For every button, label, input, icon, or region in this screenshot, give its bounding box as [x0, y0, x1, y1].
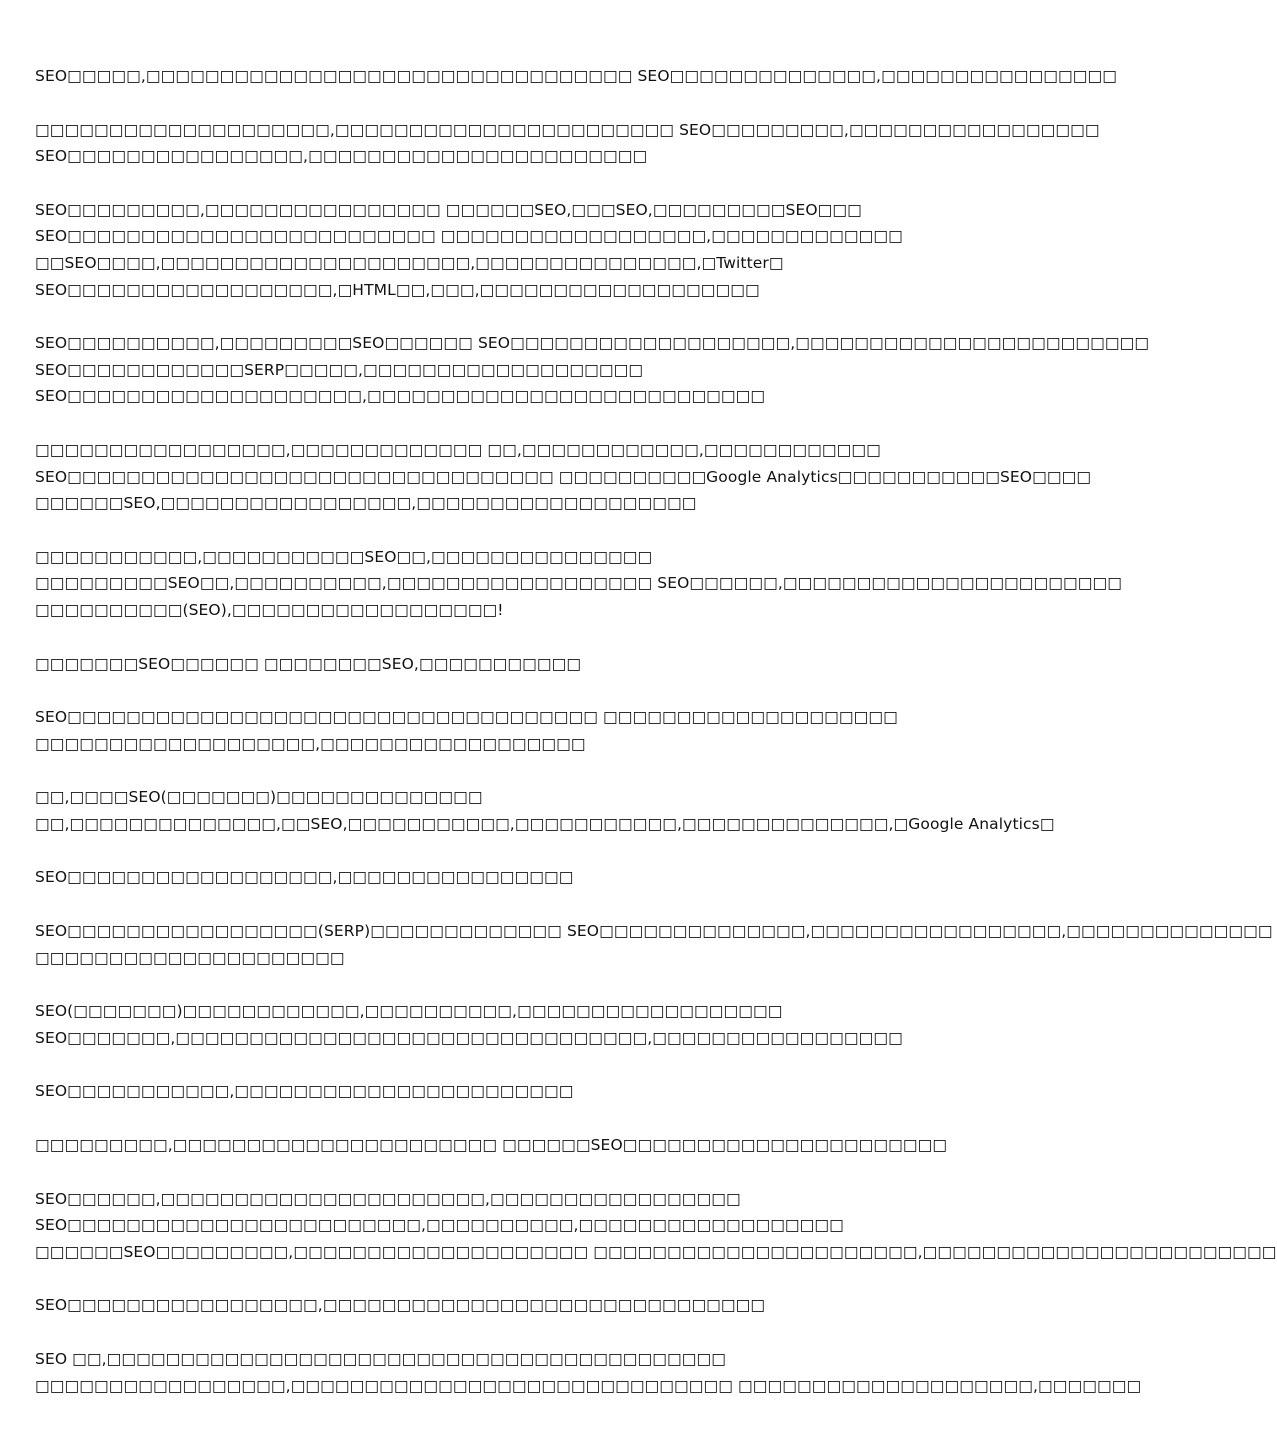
paragraph-6	[35, 544, 1123, 624]
paragraph-line: SEO□□□□□□□□□□□□□□□□□□,□□□□□□□□□□□□□□□□	[35, 868, 574, 887]
paragraph-line: □□,□□□□□□□□□□□□□□,□□SEO,□□□□□□□□□□□,□□□□□□□□□□□,□□□□□□□□□□□□□□,□Google Analytics□	[35, 814, 1055, 833]
paragraph-line: □□□□□□□□□□(SEO),□□□□□□□□□□□□□□□□□□!	[35, 600, 504, 619]
paragraph-16	[35, 1292, 995, 1319]
paragraph-line: □□□□□□SEO□□□□□□□□□,□□□□□□□□□□□□□□□□□□□□ □□□□□□□□□□□□□□□□□□□□□□,□□□□□□□□□□□□□□□□□□□□□□□□	[35, 1242, 1277, 1261]
paragraph-13	[35, 1078, 995, 1105]
paragraph-line: SEO□□□□□□□□□□□□□□□□,□□□□□□□□□□□□□□□□□□□□□□□	[35, 147, 648, 166]
paragraph-9	[35, 784, 1055, 837]
paragraph-line: SEO□□□□□□□□□□□□□□□□□(SERP)□□□□□□□□□□□□□ SEO□□□□□□□□□□□□□□,□□□□□□□□□□□□□□□□□,□□□□□□□□□□□□□□	[35, 922, 1273, 941]
paragraph-line: □□□□□□SEO,□□□□□□□□□□□□□□□□□,□□□□□□□□□□□□□□□□□□□	[35, 494, 697, 513]
paragraph-line: □□□□□□□□□□□□□□□□□□□□,□□□□□□□□□□□□□□□□□□□□□□□ SEO□□□□□□□□□,□□□□□□□□□□□□□□□□□	[35, 120, 1100, 139]
paragraph-line: □□□□□□□□□□□□□□□□□,□□□□□□□□□□□□□ □□,□□□□□□□□□□□□,□□□□□□□□□□□□	[35, 440, 881, 459]
paragraph-line: SEO□□□□□□□□□,□□□□□□□□□□□□□□□□ □□□□□□SEO,□□□SEO,□□□□□□□□□SEO□□□	[35, 200, 862, 219]
paragraph-12	[35, 998, 995, 1051]
paragraph-line: SEO□□□□□,□□□□□□□□□□□□□□□□□□□□□□□□□□□□□□□□□ SEO□□□□□□□□□□□□□□,□□□□□□□□□□□□□□□□	[35, 67, 1117, 85]
paragraph-line: SEO□□□□□□,□□□□□□□□□□□□□□□□□□□□□□,□□□□□□□□□□□□□□□□□	[35, 1189, 741, 1208]
paragraph-line: SEO□□□□□□□,□□□□□□□□□□□□□□□□□□□□□□□□□□□□□□□□,□□□□□□□□□□□□□□□□□	[35, 1028, 903, 1047]
paragraph-11	[35, 918, 1273, 971]
paragraph-line: □□□□□□□□□□□□□□□□□□□,□□□□□□□□□□□□□□□□□□	[35, 734, 586, 753]
paragraph-14	[35, 1132, 995, 1159]
paragraph-line: □□□□□□□□□□□□□□□□□□□□□	[35, 948, 345, 967]
paragraph-4	[35, 330, 1150, 410]
paragraph-line: SEO□□□□□□□□□□□□□□□□□□□□□□□□□ □□□□□□□□□□□□□□□□□□,□□□□□□□□□□□□□	[35, 227, 903, 246]
paragraph-2	[35, 117, 1100, 170]
paragraph-17	[35, 1346, 1142, 1399]
paragraph-line: □□SEO□□□□,□□□□□□□□□□□□□□□□□□□□□,□□□□□□□□□□□□□□□,□Twitter□	[35, 253, 784, 272]
paragraph-3	[35, 197, 995, 303]
paragraph-line: SEO□□□□□□□□□□□□□□□□□□□□,□□□□□□□□□□□□□□□□□□□□□□□□□□□	[35, 387, 766, 406]
paragraph-10	[35, 864, 995, 891]
paragraph-line: □□□□□□□SEO□□□□□□ □□□□□□□□SEO,□□□□□□□□□□□	[35, 654, 582, 673]
paragraph-line: SEO□□□□□□□□□□□□□□□□□□□□□□□□□□□□□□□□□ □□□□□□□□□□Google Analytics□□□□□□□□□□□SEO□□□□	[35, 467, 1092, 486]
paragraph-7	[35, 651, 995, 678]
paragraph-line: SEO□□□□□□□□□□□□□□□□□□,□HTML□□,□□□,□□□□□□□□□□□□□□□□□□□	[35, 280, 760, 299]
paragraph-line: SEO □□,□□□□□□□□□□□□□□□□□□□□□□□□□□□□□□□□□□□□□□□□□□	[35, 1350, 726, 1368]
paragraph-line: □□□□□□□□□□□□□□□□□,□□□□□□□□□□□□□□□□□□□□□□□□□□□□□□ □□□□□□□□□□□□□□□□□□□□,□□□□□□□	[35, 1376, 1142, 1395]
paragraph-1	[35, 63, 1117, 90]
paragraph-line: SEO□□□□□□□□□□□□□□□□□□□□□□□□□□□□□□□□□□□□ □□□□□□□□□□□□□□□□□□□□	[35, 708, 898, 727]
paragraph-line: SEO□□□□□□□□□□□□□□□□□□□□□□□□,□□□□□□□□□□,□□□□□□□□□□□□□□□□□□	[35, 1216, 844, 1235]
paragraph-line: □□,□□□□SEO(□□□□□□□)□□□□□□□□□□□□□□	[35, 788, 483, 807]
paragraph-5	[35, 437, 1092, 517]
paragraph-line: SEO□□□□□□□□□□□□SERP□□□□□,□□□□□□□□□□□□□□□□□□□	[35, 360, 644, 379]
paragraph-line: SEO□□□□□□□□□□,□□□□□□□□□SEO□□□□□□ SEO□□□□□□□□□□□□□□□□□□□,□□□□□□□□□□□□□□□□□□□□□□□□	[35, 334, 1150, 353]
paragraph-line: SEO□□□□□□□□□□□,□□□□□□□□□□□□□□□□□□□□□□□	[35, 1082, 574, 1101]
paragraph-15	[35, 1186, 1277, 1266]
paragraph-line: □□□□□□□□□SEO□□,□□□□□□□□□□,□□□□□□□□□□□□□□□□□□ SEO□□□□□□,□□□□□□□□□□□□□□□□□□□□□□□	[35, 574, 1123, 593]
document-body	[35, 63, 1277, 1426]
paragraph-8	[35, 704, 995, 757]
paragraph-line: □□□□□□□□□□□,□□□□□□□□□□□SEO□□,□□□□□□□□□□□□□□□	[35, 547, 653, 566]
paragraph-line: SEO□□□□□□□□□□□□□□□□□,□□□□□□□□□□□□□□□□□□□□□□□□□□□□□□	[35, 1296, 766, 1315]
paragraph-line: SEO(□□□□□□□)□□□□□□□□□□□□,□□□□□□□□□□,□□□□□□□□□□□□□□□□□□	[35, 1002, 783, 1021]
paragraph-line: □□□□□□□□□,□□□□□□□□□□□□□□□□□□□□□□ □□□□□□SEO□□□□□□□□□□□□□□□□□□□□□□	[35, 1136, 948, 1155]
